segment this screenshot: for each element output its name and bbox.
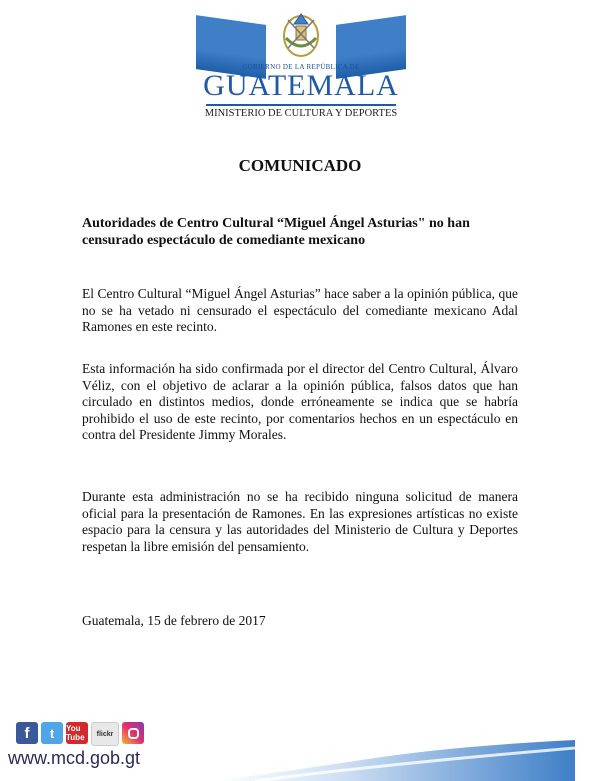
logo-small-text: GOBIERNO DE LA REPÚBLICA DE bbox=[242, 63, 360, 71]
place-date: Guatemala, 15 de febrero de 2017 bbox=[82, 613, 266, 628]
website-url[interactable]: www.mcd.gob.gt bbox=[8, 748, 141, 768]
instagram-icon[interactable] bbox=[122, 722, 144, 744]
document-title: COMUNICADO bbox=[238, 156, 362, 175]
twitter-label: t bbox=[49, 725, 55, 741]
footer-swoosh bbox=[215, 740, 575, 781]
social-icons bbox=[16, 722, 144, 746]
flickr-icon[interactable] bbox=[91, 722, 119, 746]
logo-country-text: GUATEMALA bbox=[203, 69, 399, 102]
government-logo bbox=[196, 8, 406, 120]
ministry-name: MINISTERIO DE CULTURA Y DEPORTES bbox=[204, 108, 398, 119]
flickr-label: flickr bbox=[96, 730, 114, 738]
paragraph-3: Durante esta administración no se ha recibido ninguna solicitud de manera oficial para la presentación de Ramones. En las expresiones artísticas no existe espacio para la censura y las autoridades del Ministerio de Cultura y Deportes respetan la libre emisión del pensamiento. bbox=[82, 489, 518, 554]
facebook-icon[interactable] bbox=[16, 722, 38, 744]
logo-divider bbox=[206, 104, 396, 106]
twitter-icon[interactable] bbox=[41, 722, 63, 744]
instagram-glyph bbox=[128, 728, 139, 739]
document-subtitle: Autoridades de Centro Cultural “Miguel Ángel Asturias" no han censurado espectáculo de comediante mexicano bbox=[82, 216, 470, 248]
youtube-icon[interactable] bbox=[66, 722, 88, 744]
coat-of-arms-icon bbox=[278, 8, 324, 60]
facebook-label: f bbox=[24, 724, 30, 742]
paragraph-2: Esta información ha sido confirmada por el director del Centro Cultural, Álvaro Véliz, con el objetivo de aclarar a la opinión pública, falsos datos que han circulado en distintos medios, donde erróneamente se indica que se habría prohibido el uso de este recinto, por comentarios hechos en un espectáculo en contra del Presidente Jimmy Morales. bbox=[82, 361, 518, 443]
paragraph-1: El Centro Cultural “Miguel Ángel Asturias” hace saber a la opinión pública, que no se ha vetado ni censurado el espectáculo del comediante mexicano Adal Ramones en este recinto. bbox=[82, 286, 518, 335]
youtube-label: You Tube bbox=[66, 724, 85, 742]
